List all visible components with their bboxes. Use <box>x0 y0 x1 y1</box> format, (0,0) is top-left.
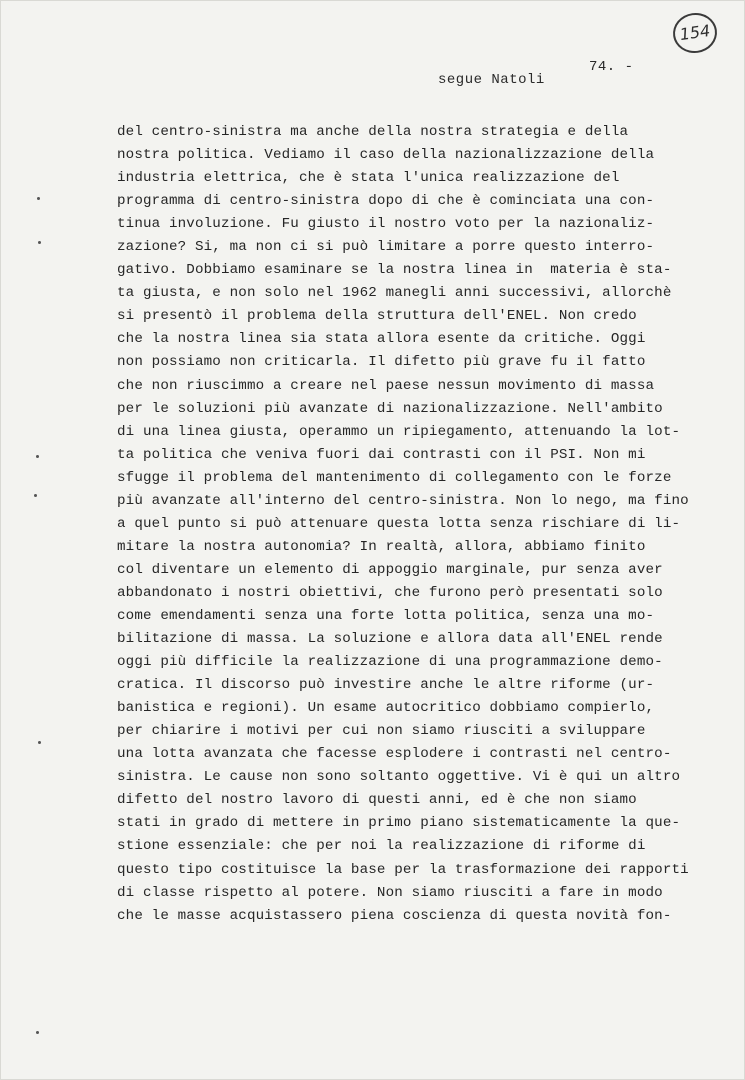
text-line: che non riuscimmo a creare nel paese nessun movimento di massa <box>117 377 655 394</box>
text-line: zazione? Si, ma non ci si può limitare a porre questo interro- <box>117 239 655 256</box>
archive-number-stamp: 154 <box>670 10 719 56</box>
text-line: nostra politica. Vediamo il caso della nazionalizzazione della <box>117 147 655 164</box>
text-line: a quel punto si può attenuare questa lotta senza rischiare di li- <box>117 515 681 532</box>
text-line: si presentò il problema della struttura dell'ENEL. Non credo <box>117 308 637 325</box>
page-number: 74. - <box>589 59 634 75</box>
text-line: ta giusta, e non solo nel 1962 manegli anni successivi, allorchè <box>117 285 672 302</box>
margin-mark <box>36 455 39 458</box>
text-line: di classe rispetto al potere. Non siamo riusciti a fare in modo <box>117 884 663 901</box>
text-line: che la nostra linea sia stata allora esente da critiche. Oggi <box>117 331 646 348</box>
text-line: che le masse acquistassero piena coscienza di questa novità fon- <box>117 907 672 924</box>
text-line: bilitazione di massa. La soluzione e allora data all'ENEL rende <box>117 631 663 648</box>
text-line: ta politica che veniva fuori dai contrasti con il PSI. Non mi <box>117 446 646 463</box>
running-head: segue Natoli <box>438 72 545 88</box>
text-line: sfugge il problema del mantenimento di collegamento con le forze <box>117 469 672 486</box>
text-line: per chiarire i motivi per cui non siamo riusciti a sviluppare <box>117 723 646 740</box>
text-line: stione essenziale: che per noi la realizzazione di riforme di <box>117 838 646 855</box>
text-line: abbandonato i nostri obiettivi, che furono però presentati solo <box>117 584 663 601</box>
margin-mark <box>38 241 41 244</box>
body-text <box>117 121 707 928</box>
text-line: questo tipo costituisce la base per la trasformazione dei rapporti <box>117 861 689 878</box>
margin-mark <box>36 1031 39 1034</box>
text-line: col diventare un elemento di appoggio marginale, pur senza aver <box>117 561 663 578</box>
text-line: una lotta avanzata che facesse esplodere i contrasti nel centro- <box>117 746 672 763</box>
margin-mark <box>38 741 41 744</box>
text-line: gativo. Dobbiamo esaminare se la nostra linea in materia è sta- <box>117 262 672 279</box>
text-line: tinua involuzione. Fu giusto il nostro voto per la nazionaliz- <box>117 216 655 233</box>
text-line: difetto del nostro lavoro di questi anni, ed è che non siamo <box>117 792 637 809</box>
text-line: stati in grado di mettere in primo piano sistematicamente la que- <box>117 815 681 832</box>
text-line: di una linea giusta, operammo un ripiegamento, attenuando la lot- <box>117 423 681 440</box>
text-line: più avanzate all'interno del centro-sinistra. Non lo nego, ma fino <box>117 492 689 509</box>
text-line: del centro-sinistra ma anche della nostra strategia e della <box>117 124 629 140</box>
text-line: cratica. Il discorso può investire anche le altre riforme (ur- <box>117 677 655 694</box>
text-line: per le soluzioni più avanzate di nazionalizzazione. Nell'ambito <box>117 400 663 417</box>
text-line: sinistra. Le cause non sono soltanto oggettive. Vi è qui un altro <box>117 769 681 786</box>
text-line: mitare la nostra autonomia? In realtà, allora, abbiamo finito <box>117 538 646 555</box>
margin-mark <box>34 494 37 497</box>
text-line: banistica e regioni). Un esame autocritico dobbiamo compierlo, <box>117 700 655 717</box>
text-line: come emendamenti senza una forte lotta politica, senza una mo- <box>117 607 655 624</box>
text-line: oggi più difficile la realizzazione di una programmazione demo- <box>117 654 663 671</box>
text-line: programma di centro-sinistra dopo di che è cominciata una con- <box>117 193 655 210</box>
text-line: industria elettrica, che è stata l'unica realizzazione del <box>117 170 620 187</box>
text-line: non possiamo non criticarla. Il difetto più grave fu il fatto <box>117 354 646 371</box>
margin-mark <box>37 197 40 200</box>
